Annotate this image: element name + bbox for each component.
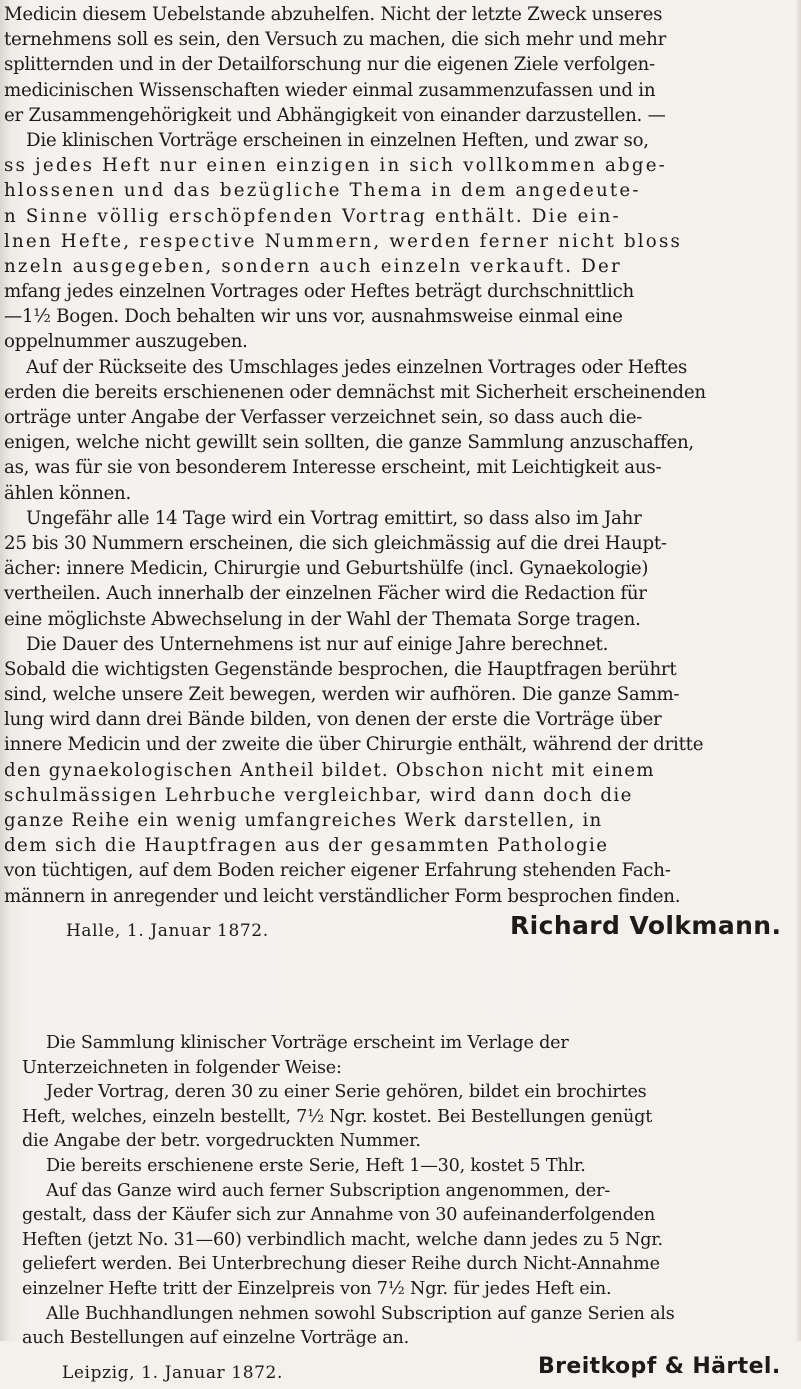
text-line: Unterzeichneten in folgender Weise: <box>22 1057 342 1078</box>
place-date: Leipzig, 1. Januar 1872. <box>62 1362 283 1383</box>
text-line: Heft, welches, einzeln bestellt, 7½ Ngr. kostet. Bei Bestellungen genügt <box>22 1106 653 1127</box>
preface-block <box>4 2 796 947</box>
text-line: sind, welche unsere Zeit bewegen, werden wir aufhören. Die ganze Samm- <box>4 684 680 706</box>
text-line: 25 bis 30 Nummern erscheinen, die sich gleichmässig auf die drei Haupt- <box>4 532 667 554</box>
text-line: innere Medicin und der zweite die über Chirurgie enthält, während der dritte <box>4 734 704 756</box>
text-line: dem sich die Hauptfragen aus der gesammten Pathologie <box>4 835 609 857</box>
text-line: Medicin diesem Uebelstande abzuhelfen. Nicht der letzte Zweck unseres <box>4 4 663 25</box>
text-line: gestalt, dass der Käufer sich zur Annahme von 30 aufeinanderfolgenden <box>22 1205 656 1226</box>
author-signature: Richard Volkmann. <box>510 910 782 940</box>
text-line: hlossenen und das bezügliche Thema in dem angedeute- <box>4 180 641 202</box>
text-line: lnen Hefte, respective Nummern, werden ferner nicht bloss <box>4 230 683 252</box>
text-line: nzeln ausgegeben, sondern auch einzeln verkauft. Der <box>4 255 622 277</box>
text-line: Auf der Rückseite des Umschlages jedes einzelnen Vortrages oder Heftes <box>26 356 688 378</box>
publisher-notice-block <box>4 1031 796 1389</box>
text-line: mfang jedes einzelnen Vortrages oder Heftes beträgt durchschnittlich <box>4 281 635 303</box>
text-line: Die Dauer des Unternehmens ist nur auf einige Jahre berechnet. <box>26 633 609 655</box>
place-date: Halle, 1. Januar 1872. <box>66 920 269 941</box>
text-line: —1½ Bogen. Doch behalten wir uns vor, ausnahmsweise einmal eine <box>4 306 623 328</box>
text-line: von tüchtigen, auf dem Boden reicher eigener Erfahrung stehenden Fach- <box>4 860 671 882</box>
text-line: Die klinischen Vorträge erscheinen in einzelnen Heften, und zwar so, <box>26 129 649 151</box>
text-line: n Sinne völlig erschöpfenden Vortrag enthält. Die ein- <box>4 205 621 227</box>
text-line: vertheilen. Auch innerhalb der einzelnen Fächer wird die Redaction für <box>4 583 647 605</box>
page-edge <box>795 0 801 1341</box>
text-line: as, was für sie von besonderem Interesse erscheint, mit Leichtigkeit aus- <box>4 457 662 479</box>
text-line: lung wird dann drei Bände bilden, von denen der erste die Vorträge über <box>4 709 662 731</box>
text-line: auch Bestellungen auf einzelne Vorträge an. <box>22 1328 410 1349</box>
text-line: männern in anregender und leicht verständlicher Form besprochen finden. <box>4 885 681 907</box>
text-line: ächer: innere Medicin, Chirurgie und Geburtshülfe (incl. Gynaekologie) <box>4 558 649 580</box>
text-line: Die bereits erschienene erste Serie, Heft 1—30, kostet 5 Thlr. <box>46 1155 586 1176</box>
text-line: medicinischen Wissenschaften wieder einmal zusammenzufassen und in <box>4 79 656 101</box>
text-line: ganze Reihe ein wenig umfangreiches Werk darstellen, in <box>4 810 603 831</box>
publisher-signature: Breitkopf & Härtel. <box>538 1353 781 1379</box>
text-line: enigen, welche nicht gewillt sein sollten, die ganze Sammlung anzuschaffen, <box>4 432 694 454</box>
preface-signature-row <box>4 910 796 947</box>
text-line: splitternden und in der Detailforschung nur die eigenen Ziele verfolgen- <box>4 54 655 76</box>
text-line: den gynaekologischen Antheil bildet. Obschon nicht mit einem <box>4 759 655 781</box>
text-line: orträge unter Angabe der Verfasser verzeichnet sein, so dass auch die- <box>4 407 643 428</box>
text-line: eine möglichste Abwechselung in der Wahl der Themata Sorge tragen. <box>4 608 641 630</box>
text-line: Sobald die wichtigsten Gegenstände besprochen, die Hauptfragen berührt <box>4 658 677 680</box>
text-line: ternehmens soll es sein, den Versuch zu machen, die sich mehr und mehr <box>4 29 667 51</box>
text-line: Ungefähr alle 14 Tage wird ein Vortrag emittirt, so dass also im Jahr <box>26 507 642 529</box>
text-line: Die Sammlung klinischer Vorträge erscheint im Verlage der <box>46 1033 569 1053</box>
text-line: er Zusammengehörigkeit und Abhängigkeit von einander darzustellen. — <box>4 104 666 126</box>
text-line: einzelner Hefte tritt der Einzelpreis von 7½ Ngr. für jedes Heft ein. <box>22 1278 612 1299</box>
text-line: ählen können. <box>4 482 132 504</box>
text-line: schulmässigen Lehrbuche vergleichbar, wird dann doch die <box>4 784 633 806</box>
text-line: geliefert werden. Bei Unterbrechung dieser Reihe durch Nicht-Annahme <box>22 1254 660 1275</box>
text-line: ss jedes Heft nur einen einzigen in sich vollkommen abge- <box>4 155 668 177</box>
text-line: Auf das Ganze wird auch ferner Subscription angenommen, der- <box>46 1180 611 1201</box>
text-line: Jeder Vortrag, deren 30 zu einer Serie gehören, bildet ein brochirtes <box>46 1082 647 1103</box>
publisher-signature-row <box>4 1355 796 1389</box>
text-line: oppelnummer auszugeben. <box>4 331 248 353</box>
text-line: Alle Buchhandlungen nehmen sowohl Subscription auf ganze Serien als <box>46 1303 675 1324</box>
text-line: erden die bereits erschienenen oder demnächst mit Sicherheit erscheinenden <box>4 381 706 403</box>
text-line: die Angabe der betr. vorgedruckten Nummer. <box>22 1131 421 1152</box>
text-line: Heften (jetzt No. 31—60) verbindlich macht, welche dann jedes zu 5 Ngr. <box>22 1229 663 1250</box>
